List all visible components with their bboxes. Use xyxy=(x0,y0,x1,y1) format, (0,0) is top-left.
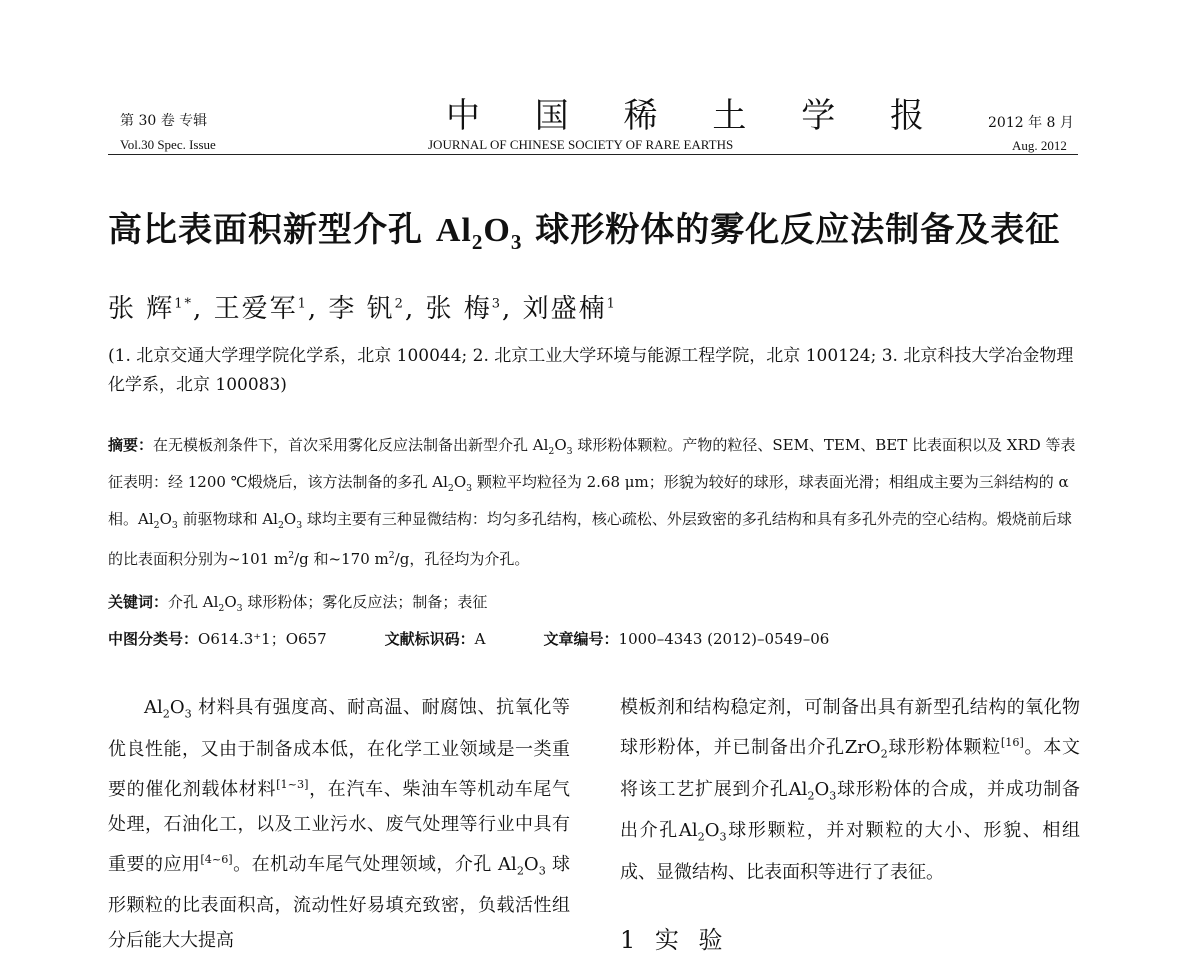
author-affil-mark: 3 xyxy=(491,296,503,312)
keywords-label: 关键词： xyxy=(108,593,169,611)
title-suffix: 球形粉体的雾化反应法制备及表征 xyxy=(522,210,1061,250)
body-right-column: 模板剂和结构稳定剂，可制备出具有新型孔结构的氧化物球形粉体，并已制备出介孔ZrO$_2$球形粉体颗粒[16]。本文将该工艺扩展到介孔$Al_2O_3$球形粉体的合成，并成功制备出介孔$Al_2O_3$球形颗粒，并对颗粒的大小、形貌、相组成、显微结构、比表面积等进行了表征。 xyxy=(620,697,1081,883)
author-affil-mark: 1* xyxy=(174,296,194,312)
author-name: 王爱军 xyxy=(213,294,298,324)
author-name: 李 钒 xyxy=(328,294,395,324)
citation: [1~3] xyxy=(276,777,309,791)
affiliations: (1. 北京交通大学理学院化学系，北京 100044; 2. 北京工业大学环境与能源工程学院，北京 100124; 3. 北京科技大学冶金物理化学系，北京 100083) xyxy=(108,346,1074,395)
header-rule xyxy=(108,154,1078,155)
title-sub-2: 2 xyxy=(471,229,484,254)
keywords: 关键词：介孔 $Al_2O_3$ 球形粉体；雾化反应法；制备；表征 xyxy=(108,593,488,614)
title-prefix: 高比表面积新型介孔 xyxy=(108,210,436,250)
paper-title xyxy=(108,202,1060,255)
journal-title-en: JOURNAL OF CHINESE SOCIETY OF RARE EARTHS xyxy=(428,137,734,152)
author-affil-mark: 2 xyxy=(394,296,405,312)
citation: [4~6] xyxy=(200,852,233,866)
date-cn: 2012 年 8 月 xyxy=(988,115,1074,131)
author-name: 刘盛楠 xyxy=(522,294,607,324)
body-left-column: $Al_2O_3$ 材料具有强度高、耐高温、耐腐蚀、抗氧化等优良性能，又由于制备成本低，在化学工业领域是一类重要的催化剂载体材料[1~3]，在汽车、柴油车等机动车尾气处理，石油化工，以及工业污水、废气处理等行业中具有重要的应用[4~6]。在机动车尾气处理领域，介孔 $Al_2O_3$ 球形颗粒的比表面积高，流动性好易填充致密，负载活性组分后能大大提高 xyxy=(108,697,571,952)
author-name: 张 辉 xyxy=(108,294,175,324)
citation: [16] xyxy=(1000,736,1024,749)
journal-title-cn: 中 国 稀 土 学 报 xyxy=(446,96,947,136)
title-sub-3: 3 xyxy=(510,229,523,254)
doc-code: 文献标识码：A xyxy=(384,630,486,648)
volume-en: Vol.30 Spec. Issue xyxy=(120,137,216,152)
author-list: 张 辉$^{1*}$, 王爱军$^1$, 李 钒$^2$, 张 梅$^3$, 刘盛楠$^1$ xyxy=(108,294,617,324)
section-heading: 1 实 验 xyxy=(620,926,729,954)
author-affil-mark: 1 xyxy=(606,296,617,312)
clc-code: 中图分类号：O614.3⁺1；O657 xyxy=(108,630,327,648)
date-en: Aug. 2012 xyxy=(1012,138,1067,153)
classification-row xyxy=(108,628,829,649)
article-number: 文章编号：1000–4343 (2012)–0549–06 xyxy=(543,630,830,648)
author-name: 张 梅 xyxy=(425,294,492,324)
volume-cn: 第 30 卷 专辑 xyxy=(120,113,208,129)
abstract-label: 摘要： xyxy=(108,436,154,454)
title-formula-o: O xyxy=(483,212,511,249)
abstract: 摘要：在无模板剂条件下，首次采用雾化反应法制备出新型介孔 $Al_2O_3$ 球形粉体颗粒。产物的粒径、SEM、TEM、BET 比表面积以及 XRD 等表征表明：经 1200 ℃煅烧后，该方法制备的多孔 $Al_2O_3$ 颗粒平均粒径为 2.68 μm；形貌为较好的球形，球表面光滑；相组成主要为三斜结构的 α 相。$Al_2O_3$ 前驱物球和 $Al_2O_3$ 球均主要有三种显微结构：均匀多孔结构，核心疏松、外层致密的多孔结构和具有多孔外壳的空心结构。煅烧前后球的比表面积分别为~101 $m^2/g$ 和~170 $m^2/g$，孔径均为介孔。 xyxy=(108,436,1076,568)
author-affil-mark: 1 xyxy=(297,296,308,312)
title-formula-al: Al xyxy=(435,212,472,249)
